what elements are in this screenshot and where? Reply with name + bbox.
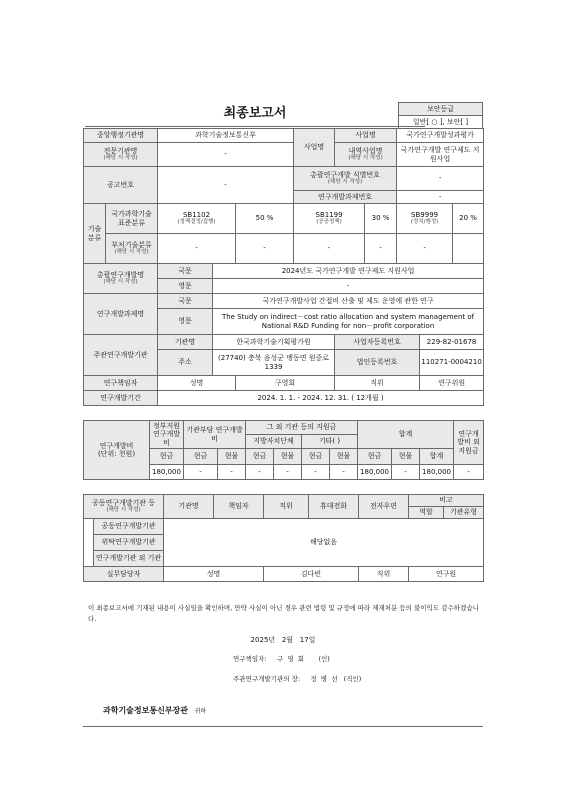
task-kr-value: 국가연구개발사업 간접비 산출 및 제도 운영에 관한 연구	[213, 294, 484, 309]
report-table	[83, 128, 484, 406]
lead-name-value: 구영회	[236, 376, 335, 391]
staff-pos-value: 연구원	[409, 567, 484, 582]
addr-value: (27740) 충북 음성군 맹동면 원중로 1339	[213, 350, 335, 376]
bottom-rule	[83, 726, 483, 727]
budget-sum-label: 합계	[358, 421, 454, 449]
dept-class-2: -	[294, 234, 365, 264]
project-name-value: 국가연구개발성과평가	[397, 129, 484, 143]
lead-pos-label: 직위	[335, 376, 420, 391]
lead-pos-value: 연구위원	[420, 376, 484, 391]
std-class-1: SB1102 (정책결정/집행)	[158, 204, 236, 234]
task-no-label: 연구개발과제번호	[294, 191, 397, 204]
period-label: 연구개발기간	[84, 391, 158, 406]
std-class-label: 국가과학기술 표준분류	[106, 204, 158, 234]
etc-cash-header: 현금	[302, 449, 330, 465]
detail-label: 내역사업명 (해당 시 작성)	[335, 143, 397, 167]
notice-value: -	[158, 167, 294, 204]
std-class-2: SB1199 (공공정책)	[294, 204, 365, 234]
dept-class-3-pct	[453, 234, 484, 264]
budget-value: -	[330, 465, 358, 480]
joint-col-note: 비고	[409, 495, 484, 507]
bizno-value: 229-82-01678	[420, 335, 484, 350]
corpno-value: 110271-0004210	[420, 350, 484, 376]
budget-value: -	[392, 465, 420, 480]
joint-col-email: 전자우편	[359, 495, 409, 519]
tech-class-label: 기술 분류	[84, 204, 106, 264]
total-id-label: 총괄연구개발 식별번호 (해당 시 작성)	[294, 167, 397, 191]
dept-class-label: 부처기술분류 (해당 시 작성)	[106, 234, 158, 264]
sum-cash-header: 현금	[358, 449, 392, 465]
sum-kind-header: 현물	[392, 449, 420, 465]
joint-row-label: 연구개발기관 외 기관	[94, 551, 164, 567]
joint-spacer	[84, 519, 94, 567]
budget-table	[83, 420, 484, 480]
staff-name-value: 김다빈	[264, 567, 359, 582]
dept-class-2-pct: -	[365, 234, 397, 264]
total-en-value: -	[213, 279, 484, 294]
confirmation-statement: 이 최종보고서에 기재된 내용이 사실임을 확인하며, 만약 사실이 아닌 경우 관련 법령 및 규정에 따라 제재처분 등의 불이익도 감수하겠습니다.	[88, 604, 479, 623]
ministry-label: 중앙행정기관명	[84, 129, 158, 143]
agency-label: 전문기관명 (해당 시 작성)	[84, 143, 158, 167]
agency-value: -	[158, 143, 294, 167]
project-name-label: 사업명	[335, 129, 397, 143]
security-box	[398, 102, 483, 129]
addressee-name: 과학기술정보통신부장관	[103, 706, 189, 715]
budget-value: -	[246, 465, 274, 480]
corpno-label: 법인등록번호	[335, 350, 420, 376]
joint-col-org: 기관명	[164, 495, 214, 519]
local-gov-label: 지방자치단체	[246, 435, 302, 449]
task-en-value: The Study on indirect－cost ratio allocation and system management of National R&D Funding for non－profit corporation	[213, 309, 484, 335]
local-cash-header: 현금	[246, 449, 274, 465]
ministry-value: 과학기술정보통신부	[158, 129, 294, 143]
joint-col-phone: 휴대전화	[309, 495, 359, 519]
inst-budget-label: 기관부담 연구개발비	[184, 421, 246, 449]
gov-budget-label: 정부지원 연구개발비	[150, 421, 184, 449]
org-head-signature: 주관연구개발기관의 장: 정 병 선 (직인)	[233, 675, 362, 683]
org-name-label: 기관명	[158, 335, 213, 350]
lead-signature: 연구책임자: 구 영 회 (인)	[233, 655, 330, 663]
total-id-value: -	[397, 167, 484, 191]
bizno-label: 사업자등록번호	[335, 335, 420, 350]
budget-value: -	[274, 465, 302, 480]
std-class-3-pct: 20 %	[453, 204, 484, 234]
staff-pos-label: 직위	[359, 567, 409, 582]
etc-label: 기타( )	[302, 435, 358, 449]
inst-kind-header: 현물	[218, 449, 246, 465]
std-class-2-pct: 30 %	[365, 204, 397, 234]
budget-value: -	[302, 465, 330, 480]
staff-label: 실무담당자	[84, 567, 164, 582]
sum-total-header: 합계	[420, 449, 454, 465]
lead-label: 연구책임자	[84, 376, 158, 391]
project-label: 사업명	[294, 129, 335, 167]
budget-value: 180,000	[420, 465, 454, 480]
budget-value: -	[454, 465, 484, 480]
period-value: 2024. 1. 1. - 2024. 12. 31. ( 12개월 )	[158, 391, 484, 406]
std-class-3: SB9999 (정치/행정)	[397, 204, 453, 234]
budget-label: 연구개발비 (단위: 천원)	[84, 421, 150, 480]
joint-row-label: 공동연구개발기관	[94, 519, 164, 535]
total-kr-label: 국문	[158, 264, 213, 279]
std-class-1-pct: 50 %	[236, 204, 294, 234]
org-name-value: 한국과학기술기획평가원	[213, 335, 335, 350]
joint-col-lead: 책임자	[214, 495, 264, 519]
gov-cash-header: 현금	[150, 449, 184, 465]
total-en-label: 영문	[158, 279, 213, 294]
detail-value: 국가연구개발 연구제도 지원사업	[397, 143, 484, 167]
total-kr-value: 2024년도 국가연구개발 연구제도 지원사업	[213, 264, 484, 279]
dept-class-3: -	[397, 234, 453, 264]
report-title: 최종보고서	[85, 102, 425, 127]
staff-name-label: 성명	[164, 567, 264, 582]
report-date: 2025년 2월 17일	[250, 636, 316, 644]
task-no-value: -	[397, 191, 484, 204]
student-budget-label: 연구개발비 외 지원금	[454, 421, 484, 465]
budget-value: -	[218, 465, 246, 480]
budget-value: -	[184, 465, 218, 480]
budget-value: 180,000	[358, 465, 392, 480]
total-name-label: 총괄연구개발명 (해당 시 작성)	[84, 264, 158, 294]
addr-label: 주소	[158, 350, 213, 376]
task-en-label: 영문	[158, 309, 213, 335]
joint-none: 해당없음	[164, 519, 484, 567]
joint-col-pos: 직위	[264, 495, 309, 519]
lead-name-label: 성명	[158, 376, 236, 391]
org-label: 주관연구개발기관	[84, 335, 158, 376]
dept-class-1-pct: -	[236, 234, 294, 264]
joint-table	[83, 494, 484, 582]
notice-label: 공고번호	[84, 167, 158, 204]
other-budget-label: 그 외 기관 등의 지원금	[246, 421, 358, 435]
budget-value: 180,000	[150, 465, 184, 480]
security-label: 보안등급	[399, 103, 483, 116]
local-kind-header: 현물	[274, 449, 302, 465]
dept-class-1: -	[158, 234, 236, 264]
security-value: 일반[ ○ ], 보안[ ]	[399, 116, 483, 129]
inst-cash-header: 현금	[184, 449, 218, 465]
joint-col-type: 기관유형	[444, 507, 484, 519]
addressee-honorific: 귀하	[194, 708, 207, 715]
addressee	[103, 705, 206, 716]
joint-row-label: 위탁연구개발기관	[94, 535, 164, 551]
task-name-label: 연구개발과제명	[84, 294, 158, 335]
joint-label: 공동연구개발기관 등 (해당 시 작성)	[84, 495, 164, 519]
task-kr-label: 국문	[158, 294, 213, 309]
etc-kind-header: 현물	[330, 449, 358, 465]
joint-col-role: 역할	[409, 507, 444, 519]
